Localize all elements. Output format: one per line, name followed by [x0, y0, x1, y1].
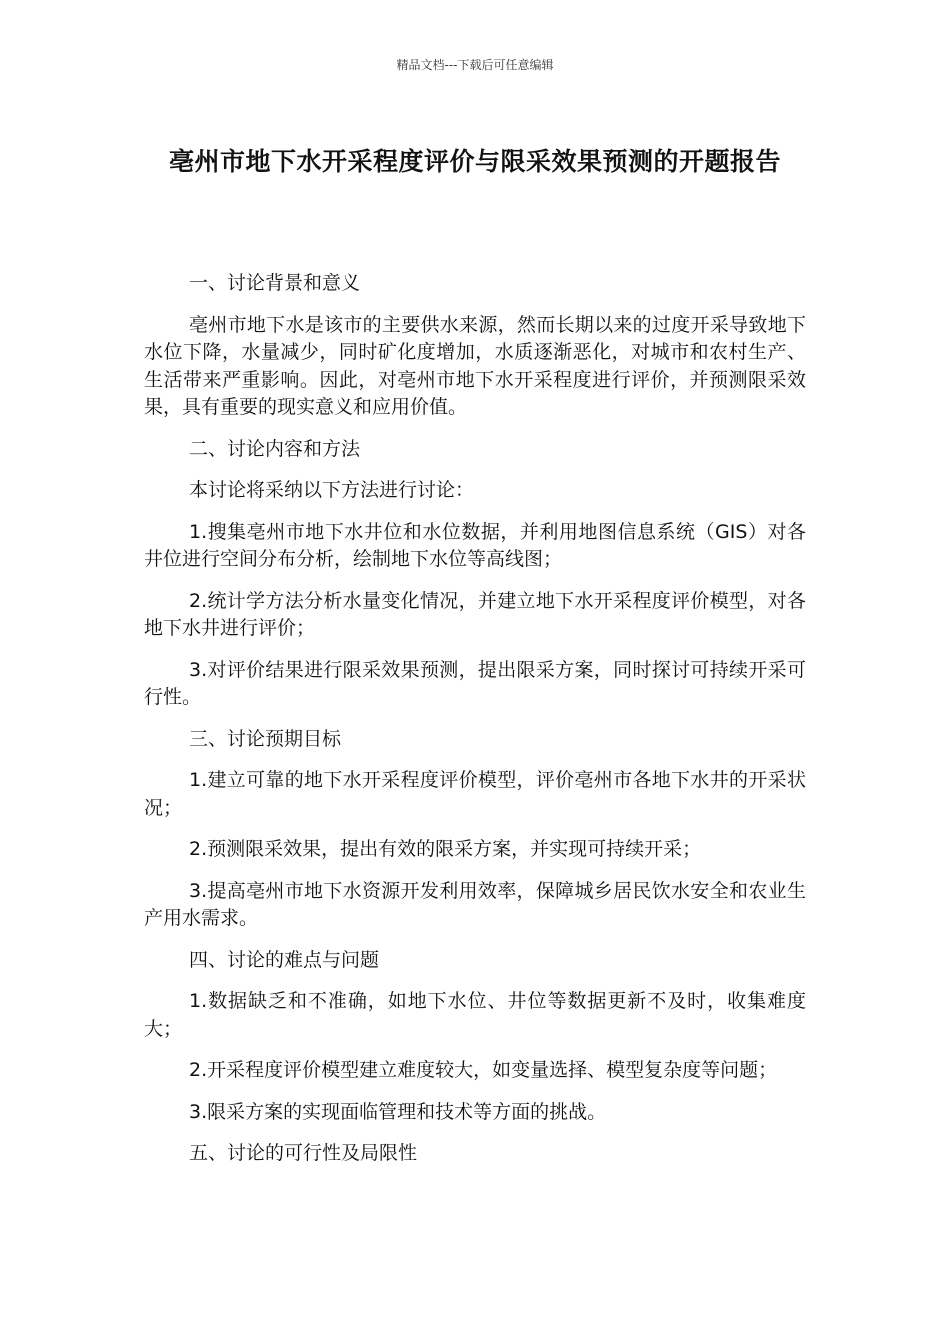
list-item: 3.对评价结果进行限采效果预测，提出限采方案，同时探讨可持续开采可行性。 — [144, 658, 806, 708]
header-note: 精品文档---下载后可任意编辑 — [396, 58, 554, 72]
list-item: 3.提高亳州市地下水资源开发利用效率，保障城乡居民饮水安全和农业生产用水需求。 — [144, 879, 806, 929]
list-item: 3.限采方案的实现面临管理和技术等方面的挑战。 — [189, 1100, 607, 1123]
list-item: 2.统计学方法分析水量变化情况，并建立地下水开采程度评价模型，对各地下水井进行评价； — [144, 589, 806, 639]
list-item: 2.预测限采效果，提出有效的限采方案，并实现可持续开采； — [189, 838, 702, 860]
section-heading: 五、讨论的可行性及局限性 — [189, 1142, 418, 1164]
paragraph: 亳州市地下水是该市的主要供水来源，然而长期以来的过度开采导致地下水位下降，水量减少，同时矿化度增加，水质逐渐恶化，对城市和农村生产、生活带来严重影响。因此，对亳州市地下水开采程度进行评价，并预测限采效果，具有重要的现实意义和应用价值。 — [144, 313, 806, 418]
paragraph: 本讨论将采纳以下方法进行讨论： — [189, 479, 475, 501]
section-heading: 四、讨论的难点与问题 — [189, 948, 380, 971]
section-heading: 二、讨论内容和方法 — [189, 437, 361, 460]
list-item: 1.搜集亳州市地下水井位和水位数据，并利用地图信息系统（GIS）对各井位进行空间分布分析，绘制地下水位等高线图； — [144, 520, 806, 570]
section-heading: 一、讨论背景和意义 — [189, 272, 361, 294]
list-item: 1.数据缺乏和不准确，如地下水位、井位等数据更新不及时，收集难度大； — [144, 990, 806, 1040]
document-title: 亳州市地下水开采程度评价与限采效果预测的开题报告 — [168, 147, 781, 176]
section-heading: 三、讨论预期目标 — [189, 727, 342, 750]
list-item: 1.建立可靠的地下水开采程度评价模型，评价亳州市各地下水井的开采状况； — [144, 769, 806, 819]
list-item: 2.开采程度评价模型建立难度较大，如变量选择、模型复杂度等问题； — [189, 1059, 778, 1081]
document-body — [144, 270, 806, 1182]
